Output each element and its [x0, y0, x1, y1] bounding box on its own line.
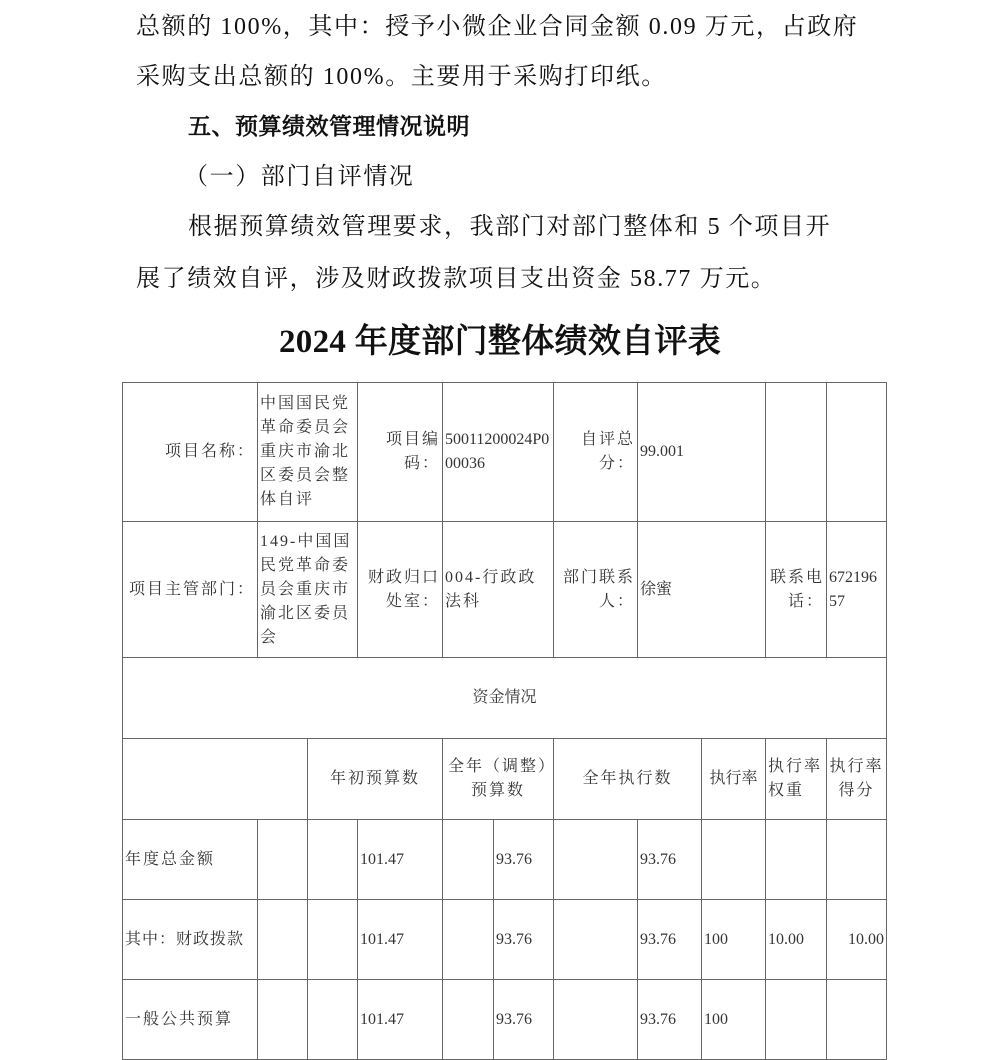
empty-cell — [554, 900, 638, 980]
row-label: 一般公共预算 — [123, 980, 258, 1060]
office-value: 004-行政政法科 — [443, 522, 554, 658]
phone-label: 联系电话： — [766, 522, 827, 658]
weight-value — [766, 980, 827, 1060]
score-label: 自评总分： — [554, 383, 638, 522]
performance-table — [122, 382, 887, 1060]
score-value: 10.00 — [827, 900, 887, 980]
empty-cell — [554, 980, 638, 1060]
score-value: 99.001 — [638, 383, 766, 522]
initial-value: 101.47 — [358, 900, 443, 980]
empty-cell — [258, 980, 308, 1060]
rate-value — [702, 820, 766, 900]
weight-value — [766, 820, 827, 900]
paragraph-line: 采购支出总额的 100%。主要用于采购打印纸。 — [136, 64, 667, 90]
rate-value: 100 — [702, 900, 766, 980]
paragraph-line: 根据预算绩效管理要求，我部门对部门整体和 5 个项目开 — [188, 214, 832, 240]
table-row — [123, 900, 887, 980]
project-name-label: 项目名称： — [123, 383, 258, 522]
project-code-value: 50011200024P000036 — [443, 383, 554, 522]
executed-value: 93.76 — [638, 820, 702, 900]
empty-cell — [443, 900, 494, 980]
initial-value: 101.47 — [358, 820, 443, 900]
empty-cell — [308, 900, 358, 980]
phone-value: 67219657 — [827, 522, 887, 658]
dept-value: 149-中国国民党革命委员会重庆市渝北区委员会 — [258, 522, 358, 658]
section-heading: 五、预算绩效管理情况说明 — [188, 114, 470, 140]
empty-cell — [827, 383, 887, 522]
empty-cell — [123, 739, 308, 820]
empty-cell — [766, 383, 827, 522]
table-row — [123, 522, 887, 658]
table-row — [123, 980, 887, 1060]
paragraph-line: 总额的 100%，其中：授予小微企业合同金额 0.09 万元，占政府 — [136, 14, 859, 40]
row-label: 其中：财政拨款 — [123, 900, 258, 980]
adjusted-value: 93.76 — [494, 980, 554, 1060]
executed-value: 93.76 — [638, 980, 702, 1060]
score-value — [827, 980, 887, 1060]
row-label: 年度总金额 — [123, 820, 258, 900]
rate-value: 100 — [702, 980, 766, 1060]
paragraph-line: 展了绩效自评，涉及财政拨款项目支出资金 58.77 万元。 — [136, 266, 777, 292]
sub-heading: （一）部门自评情况 — [184, 164, 415, 190]
executed-value: 93.76 — [638, 900, 702, 980]
table-row — [123, 383, 887, 522]
empty-cell — [258, 900, 308, 980]
funds-section-header: 资金情况 — [123, 658, 887, 739]
dept-label: 项目主管部门： — [123, 522, 258, 658]
table-row — [123, 820, 887, 900]
empty-cell — [258, 820, 308, 900]
initial-value: 101.47 — [358, 980, 443, 1060]
header-rate-weight: 执行率权重 — [766, 739, 827, 820]
table-header-row — [123, 739, 887, 820]
contact-value: 徐蜜 — [638, 522, 766, 658]
empty-cell — [554, 820, 638, 900]
weight-value: 10.00 — [766, 900, 827, 980]
adjusted-value: 93.76 — [494, 900, 554, 980]
header-initial-budget: 年初预算数 — [308, 739, 443, 820]
header-adjusted-budget: 全年（调整）预算数 — [443, 739, 554, 820]
header-rate: 执行率 — [702, 739, 766, 820]
header-rate-score: 执行率得分 — [827, 739, 887, 820]
empty-cell — [443, 820, 494, 900]
office-label: 财政归口处室： — [358, 522, 443, 658]
score-value — [827, 820, 887, 900]
empty-cell — [308, 820, 358, 900]
adjusted-value: 93.76 — [494, 820, 554, 900]
empty-cell — [443, 980, 494, 1060]
header-executed: 全年执行数 — [554, 739, 702, 820]
table-title: 2024 年度部门整体绩效自评表 — [278, 324, 722, 360]
contact-label: 部门联系人： — [554, 522, 638, 658]
empty-cell — [308, 980, 358, 1060]
project-code-label: 项目编码： — [358, 383, 443, 522]
table-row — [123, 658, 887, 739]
project-name-value: 中国国民党革命委员会重庆市渝北区委员会整体自评 — [258, 383, 358, 522]
